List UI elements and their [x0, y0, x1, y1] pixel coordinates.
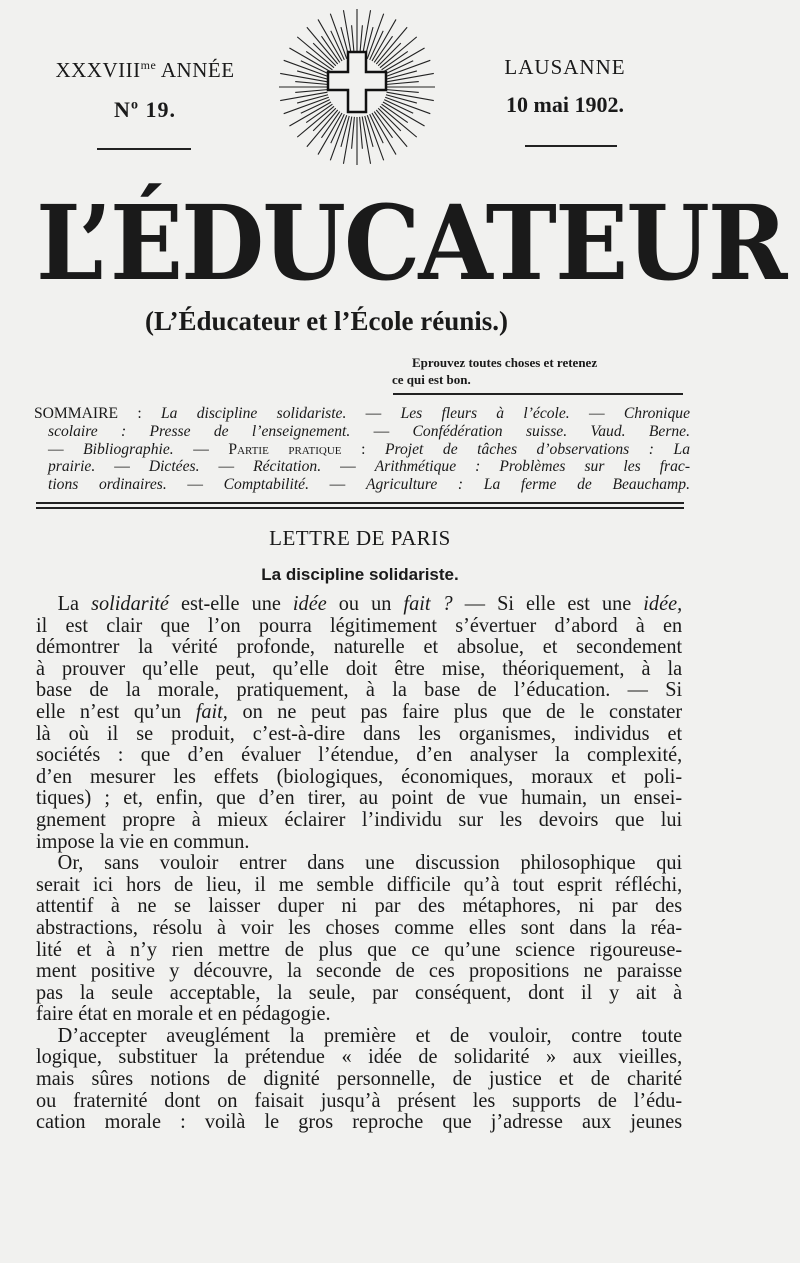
text-line: lité et à n’y rien mettre de plus que ce qu’une science rigoureuse-	[36, 938, 683, 961]
emblem-ray	[352, 117, 355, 149]
emblem-ray	[313, 43, 336, 66]
left-header-rule	[97, 148, 191, 150]
table-of-contents	[34, 405, 690, 494]
emblem-ray	[306, 104, 332, 122]
text-line: cation morale : voilà le gros reproche que j’adresse aux jeunes	[36, 1111, 683, 1134]
motto-rule	[393, 393, 683, 395]
text-line: attentif à ne se laisser duper ni par des métaphores, ni par des	[36, 895, 683, 918]
issue-date: 10 mai 1902.	[506, 92, 624, 117]
year-roman: XXXVIII	[55, 58, 141, 82]
year-sup: me	[140, 58, 157, 72]
volume-year	[40, 58, 250, 83]
issue-prefix: N	[114, 97, 131, 122]
text-line: il est clair que l’on pourra légitimement s’évertuer d’abord à en	[36, 614, 683, 637]
emblem-ray	[387, 90, 419, 93]
emblem-ray	[360, 117, 363, 149]
journal-title: L’ÉDUCATEUR	[36, 183, 786, 304]
year-word: ANNÉE	[160, 58, 235, 82]
text-line: Or, sans vouloir entrer dans une discussion philosophique qui	[57, 852, 683, 875]
section-heading: LETTRE DE PARIS	[269, 526, 451, 550]
text-line: ment positive y découvre, la seconde de ces propositions ne paraisse	[36, 960, 683, 983]
text-line: impose la vie en commun.	[36, 830, 250, 853]
summary-line: tions ordinaires. — Comptabilité. — Agriculture : La ferme de Beauchamp.	[48, 476, 690, 494]
place-date	[470, 55, 660, 118]
emblem-ray	[295, 90, 327, 93]
emblem-ray	[374, 112, 392, 138]
right-header-rule	[525, 145, 617, 147]
article-body	[36, 594, 682, 1134]
text-line: tiques) ; et, enfin, que d’en tirer, au point de vue humain, un ensei-	[36, 787, 683, 810]
summary-line: prairie. — Dictées. — Récitation. — Arithmétique : Problèmes sur les frac-	[48, 458, 691, 476]
text-line: d’en mesurer les effets (biologiques, économiques, moraux et poli-	[36, 765, 683, 788]
emblem-ray	[321, 112, 339, 138]
summary-line: scolaire : Presse de l’enseignement. — Confédération suisse. Vaud. Berne.	[48, 422, 691, 440]
text-line: mais sûres notions de dignité personnelle, de justice et de charité	[36, 1068, 683, 1091]
text-line: ou fraternité dont on faisait jusqu’à présent les supports de l’édu-	[36, 1089, 683, 1112]
summary-rule-bottom	[36, 507, 684, 509]
journal-subtitle: (L’Éducateur et l’École réunis.)	[145, 306, 508, 336]
emblem-ray	[382, 104, 408, 122]
emblem-ray	[387, 82, 419, 85]
emblem-ray	[295, 82, 327, 85]
issue-number	[40, 97, 250, 123]
emblem-ray	[378, 43, 401, 66]
text-line: La solidarité est-elle une idée ou un fait ? — Si elle est une idée,	[57, 593, 683, 615]
summary-line: SOMMAIRE : La discipline solidariste. — Les fleurs à l’école. — Chronique	[34, 405, 691, 422]
text-line: là où il se produit, c’est-à-dire dans les organismes, individus et	[36, 722, 683, 745]
emblem-ray	[306, 51, 332, 69]
motto	[392, 354, 692, 388]
emblem-ray	[321, 36, 339, 62]
text-line: logique, substituer la prétendue « idée de solidarité » aux vieilles,	[36, 1046, 683, 1069]
summary-rule-top	[36, 502, 684, 504]
motto-line-2: ce qui est bon.	[392, 372, 471, 387]
emblem-ray	[374, 36, 392, 62]
emblem-ray	[382, 51, 408, 69]
volume-info	[40, 58, 250, 123]
swiss-cross-emblem-icon	[278, 8, 436, 166]
issue-value: 19.	[145, 97, 176, 122]
text-line: à prouver qu’elle peut, qu’elle doit être mise, théoriquement, à la	[36, 657, 683, 680]
summary-line: — Bibliographie. — Partie pratique : Projet de tâches d’observations : La	[48, 440, 691, 458]
motto-line-1: Eprouvez toutes choses et retenez	[412, 355, 598, 370]
text-line: faire état en morale et en pédagogie.	[36, 1003, 331, 1026]
text-line: elle n’est qu’un fait, on ne peut pas faire plus que de le constater	[36, 700, 683, 723]
article-title: La discipline solidariste.	[261, 565, 459, 584]
text-line: gnement propre à mieux éclairer l’individu sur les devoirs que lui	[36, 808, 683, 831]
city: LAUSANNE	[504, 55, 626, 79]
text-line: abstractions, résolu à voir les choses comme elles sont dans la réa-	[36, 916, 683, 939]
emblem-ray	[313, 108, 336, 131]
emblem-ray	[378, 108, 401, 131]
text-line: base de la morale, pratiquement, à la base de l’éducation. — Si	[36, 679, 683, 702]
text-line: pas la seule acceptable, la seule, par conséquent, dont il y ait à	[36, 981, 683, 1004]
text-line: serait ici hors de lieu, il me semble difficile qu’à tout esprit réfléchi,	[36, 873, 683, 896]
text-line: D’accepter aveuglément la première et de vouloir, contre toute	[57, 1024, 683, 1047]
text-line: sociétés : que d’en évaluer l’étendue, d’en analyser la complexité,	[36, 744, 683, 767]
issue-sup: o	[130, 97, 139, 113]
text-line: démontrer la vérité profonde, naturelle et absolue, et secondement	[36, 636, 683, 659]
